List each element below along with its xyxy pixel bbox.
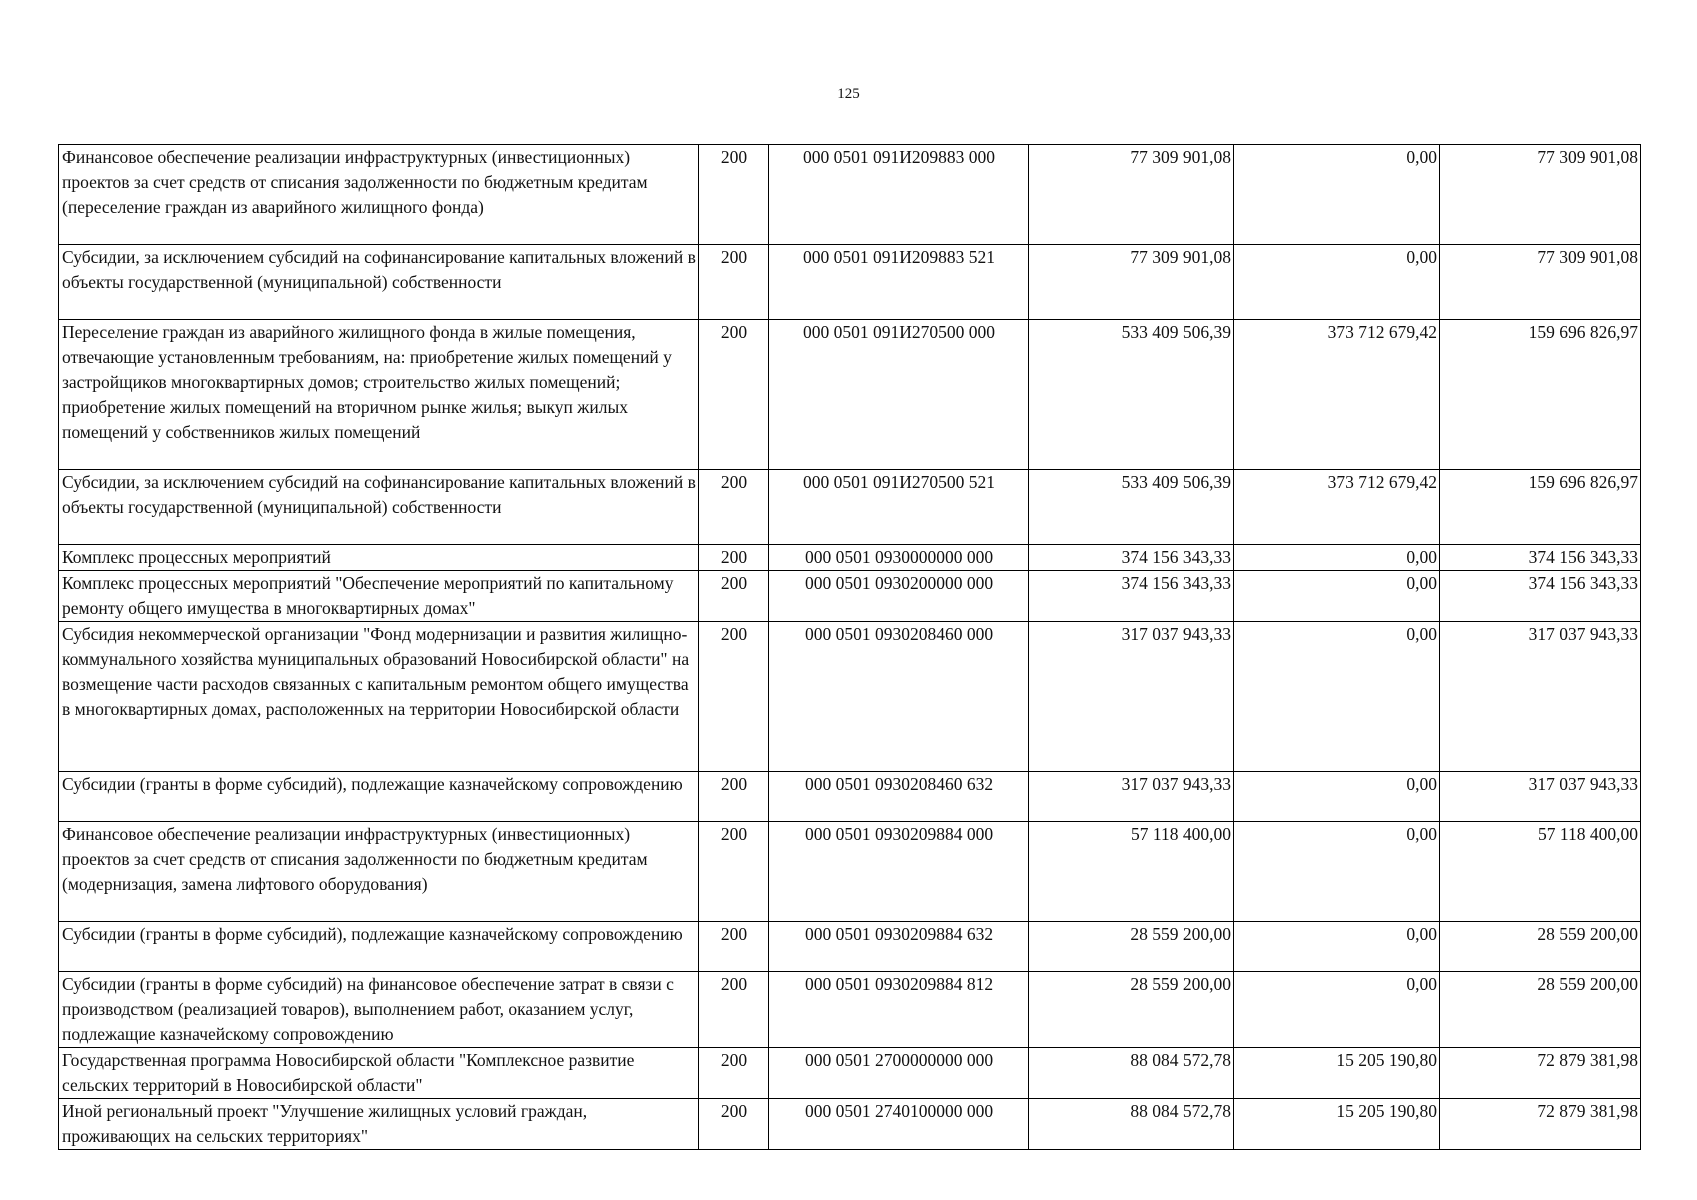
- approved-amount: 88 084 572,78: [1029, 1099, 1234, 1150]
- budget-classification-code: 000 0501 0930200000 000: [769, 571, 1029, 622]
- approved-amount: 28 559 200,00: [1029, 922, 1234, 972]
- remaining-amount: 28 559 200,00: [1440, 972, 1641, 1048]
- approved-amount: 28 559 200,00: [1029, 972, 1234, 1048]
- table-row: [59, 622, 1641, 772]
- item-name: Субсидии (гранты в форме субсидий) на финансовое обеспечение затрат в связи с производством (реализацией товаров), выполнением работ, оказанием услуг, подлежащие казначейскому сопровождению: [59, 972, 699, 1048]
- remaining-amount: 317 037 943,33: [1440, 622, 1641, 772]
- budget-classification-code: 000 0501 0930208460 000: [769, 622, 1029, 772]
- table-row: [59, 320, 1641, 470]
- item-name: Субсидии, за исключением субсидий на софинансирование капитальных вложений в объекты государственной (муниципальной) собственности: [59, 470, 699, 545]
- executed-amount: 0,00: [1234, 822, 1440, 922]
- approved-amount: 533 409 506,39: [1029, 470, 1234, 545]
- item-name: Комплекс процессных мероприятий: [59, 545, 699, 571]
- executed-amount: 0,00: [1234, 972, 1440, 1048]
- budget-classification-code: 000 0501 091И270500 000: [769, 320, 1029, 470]
- approved-amount: 77 309 901,08: [1029, 145, 1234, 245]
- table-row: [59, 545, 1641, 571]
- table-row: [59, 470, 1641, 545]
- executed-amount: 15 205 190,80: [1234, 1099, 1440, 1150]
- approved-amount: 88 084 572,78: [1029, 1048, 1234, 1099]
- approved-amount: 77 309 901,08: [1029, 245, 1234, 320]
- approved-amount: 57 118 400,00: [1029, 822, 1234, 922]
- executed-amount: 373 712 679,42: [1234, 320, 1440, 470]
- remaining-amount: 28 559 200,00: [1440, 922, 1641, 972]
- executed-amount: 0,00: [1234, 571, 1440, 622]
- item-name: Субсидии (гранты в форме субсидий), подлежащие казначейскому сопровождению: [59, 772, 699, 822]
- table-row: [59, 571, 1641, 622]
- item-name: Субсидия некоммерческой организации "Фонд модернизации и развития жилищно-коммунального хозяйства муниципальных образований Новосибирской области" на возмещение части расходов связанных с капитальным ремонтом общего имущества в многоквартирных домах, расположенных на территории Новосибирской области: [59, 622, 699, 772]
- line-code: 200: [699, 822, 769, 922]
- item-name: Финансовое обеспечение реализации инфраструктурных (инвестиционных) проектов за счет средств от списания задолженности по бюджетным кредитам (модернизация, замена лифтового оборудования): [59, 822, 699, 922]
- item-name: Финансовое обеспечение реализации инфраструктурных (инвестиционных) проектов за счет средств от списания задолженности по бюджетным кредитам (переселение граждан из аварийного жилищного фонда): [59, 145, 699, 245]
- line-code: 200: [699, 545, 769, 571]
- line-code: 200: [699, 972, 769, 1048]
- remaining-amount: 72 879 381,98: [1440, 1099, 1641, 1150]
- executed-amount: 0,00: [1234, 145, 1440, 245]
- budget-classification-code: 000 0501 091И209883 521: [769, 245, 1029, 320]
- table-row: [59, 1048, 1641, 1099]
- table-row: [59, 245, 1641, 320]
- item-name: Субсидии (гранты в форме субсидий), подлежащие казначейскому сопровождению: [59, 922, 699, 972]
- line-code: 200: [699, 922, 769, 972]
- budget-classification-code: 000 0501 0930209884 000: [769, 822, 1029, 922]
- approved-amount: 374 156 343,33: [1029, 571, 1234, 622]
- line-code: 200: [699, 320, 769, 470]
- line-code: 200: [699, 1099, 769, 1150]
- table-row: [59, 972, 1641, 1048]
- remaining-amount: 317 037 943,33: [1440, 772, 1641, 822]
- approved-amount: 374 156 343,33: [1029, 545, 1234, 571]
- executed-amount: 0,00: [1234, 922, 1440, 972]
- budget-classification-code: 000 0501 2700000000 000: [769, 1048, 1029, 1099]
- line-code: 200: [699, 622, 769, 772]
- item-name: Субсидии, за исключением субсидий на софинансирование капитальных вложений в объекты государственной (муниципальной) собственности: [59, 245, 699, 320]
- remaining-amount: 72 879 381,98: [1440, 1048, 1641, 1099]
- line-code: 200: [699, 1048, 769, 1099]
- executed-amount: 0,00: [1234, 772, 1440, 822]
- line-code: 200: [699, 470, 769, 545]
- budget-classification-code: 000 0501 0930000000 000: [769, 545, 1029, 571]
- table-row: [59, 1099, 1641, 1150]
- approved-amount: 533 409 506,39: [1029, 320, 1234, 470]
- table-row: [59, 822, 1641, 922]
- page-number: 125: [837, 86, 860, 102]
- item-name: Государственная программа Новосибирской области "Комплексное развитие сельских территорий в Новосибирской области": [59, 1048, 699, 1099]
- item-name: Иной региональный проект "Улучшение жилищных условий граждан, проживающих на сельских территориях": [59, 1099, 699, 1150]
- remaining-amount: 159 696 826,97: [1440, 470, 1641, 545]
- table-row: [59, 922, 1641, 972]
- remaining-amount: 159 696 826,97: [1440, 320, 1641, 470]
- remaining-amount: 374 156 343,33: [1440, 571, 1641, 622]
- executed-amount: 0,00: [1234, 245, 1440, 320]
- table-row: [59, 145, 1641, 245]
- item-name: Переселение граждан из аварийного жилищного фонда в жилые помещения, отвечающие установленным требованиям, на: приобретение жилых помещений у застройщиков многоквартирных домов; строительство жилых помещений; приобретение жилых помещений на вторичном рынке жилья; выкуп жилых помещений у собственников жилых помещений: [59, 320, 699, 470]
- table-row: [59, 772, 1641, 822]
- executed-amount: 373 712 679,42: [1234, 470, 1440, 545]
- budget-classification-code: 000 0501 091И270500 521: [769, 470, 1029, 545]
- item-name: Комплекс процессных мероприятий "Обеспечение мероприятий по капитальному ремонту общего имущества в многоквартирных домах": [59, 571, 699, 622]
- approved-amount: 317 037 943,33: [1029, 772, 1234, 822]
- budget-classification-code: 000 0501 2740100000 000: [769, 1099, 1029, 1150]
- budget-classification-code: 000 0501 0930209884 812: [769, 972, 1029, 1048]
- remaining-amount: 57 118 400,00: [1440, 822, 1641, 922]
- remaining-amount: 374 156 343,33: [1440, 545, 1641, 571]
- budget-classification-code: 000 0501 0930209884 632: [769, 922, 1029, 972]
- line-code: 200: [699, 245, 769, 320]
- executed-amount: 0,00: [1234, 545, 1440, 571]
- budget-table: [58, 144, 1641, 1150]
- executed-amount: 0,00: [1234, 622, 1440, 772]
- remaining-amount: 77 309 901,08: [1440, 245, 1641, 320]
- approved-amount: 317 037 943,33: [1029, 622, 1234, 772]
- executed-amount: 15 205 190,80: [1234, 1048, 1440, 1099]
- line-code: 200: [699, 772, 769, 822]
- remaining-amount: 77 309 901,08: [1440, 145, 1641, 245]
- line-code: 200: [699, 571, 769, 622]
- line-code: 200: [699, 145, 769, 245]
- budget-classification-code: 000 0501 0930208460 632: [769, 772, 1029, 822]
- budget-classification-code: 000 0501 091И209883 000: [769, 145, 1029, 245]
